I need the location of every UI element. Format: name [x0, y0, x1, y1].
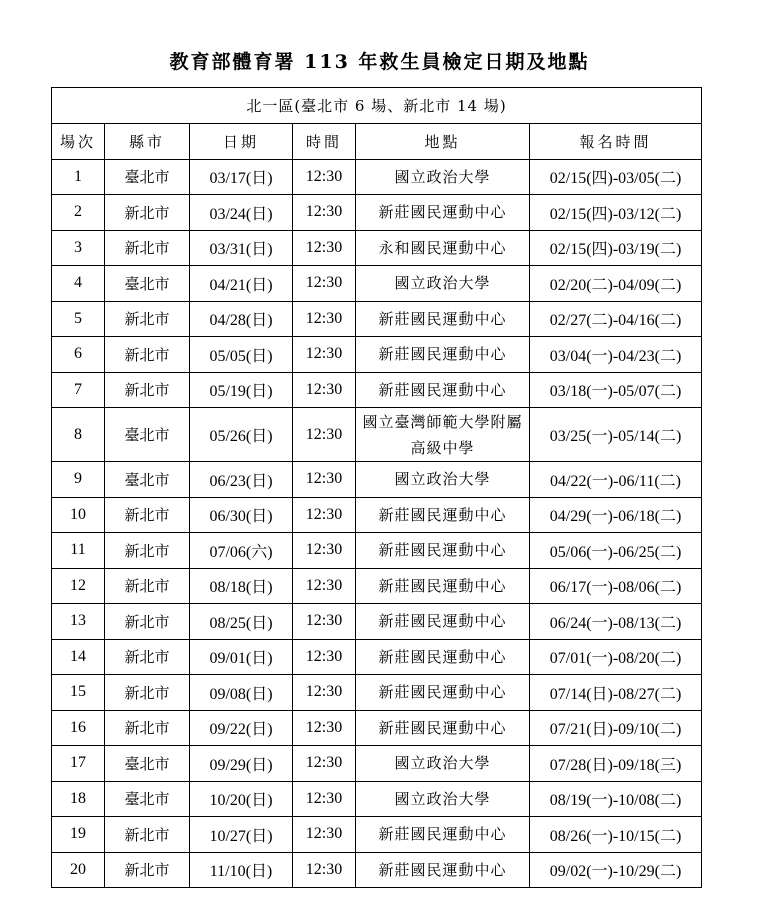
date-cell: 09/01(日): [190, 639, 293, 675]
date-cell: 04/28(日): [190, 301, 293, 337]
date-cell: 09/22(日): [190, 710, 293, 746]
date-cell: 03/31(日): [190, 230, 293, 266]
registration-cell: 02/15(四)-03/12(二): [530, 195, 702, 231]
time-cell: 12:30: [293, 675, 356, 711]
city-cell: 新北市: [105, 533, 190, 569]
table-row: [52, 462, 702, 498]
city-cell: 臺北市: [105, 159, 190, 195]
date-cell: 03/24(日): [190, 195, 293, 231]
registration-cell: 07/21(日)-09/10(二): [530, 710, 702, 746]
registration-cell: 06/24(一)-08/13(二): [530, 604, 702, 640]
registration-cell: 02/15(四)-03/19(二): [530, 230, 702, 266]
registration-cell: 04/22(一)-06/11(二): [530, 462, 702, 498]
time-cell: 12:30: [293, 852, 356, 888]
city-cell: 新北市: [105, 372, 190, 408]
city-cell: 新北市: [105, 852, 190, 888]
time-cell: 12:30: [293, 781, 356, 817]
location-cell: 國立政治大學: [356, 746, 530, 782]
time-cell: 12:30: [293, 195, 356, 231]
city-cell: 新北市: [105, 817, 190, 853]
date-cell: 09/08(日): [190, 675, 293, 711]
table-row: [52, 230, 702, 266]
table-row: [52, 372, 702, 408]
location-cell: 國立政治大學: [356, 159, 530, 195]
city-cell: 新北市: [105, 710, 190, 746]
location-cell: 新莊國民運動中心: [356, 195, 530, 231]
registration-cell: 08/19(一)-10/08(二): [530, 781, 702, 817]
time-cell: 12:30: [293, 568, 356, 604]
date-cell: 04/21(日): [190, 266, 293, 302]
session-number: 19: [52, 817, 105, 853]
date-cell: 11/10(日): [190, 852, 293, 888]
table-row: [52, 675, 702, 711]
session-number: 12: [52, 568, 105, 604]
registration-cell: 07/14(日)-08/27(二): [530, 675, 702, 711]
table-row: [52, 159, 702, 195]
session-number: 9: [52, 462, 105, 498]
location-cell: 新莊國民運動中心: [356, 568, 530, 604]
registration-cell: 03/25(一)-05/14(二): [530, 408, 702, 462]
table-row: [52, 604, 702, 640]
table-row: [52, 746, 702, 782]
schedule-table: [51, 87, 702, 888]
city-cell: 新北市: [105, 604, 190, 640]
location-cell: 國立政治大學: [356, 781, 530, 817]
region-label: 北一區(臺北市 6 場、新北市 14 場): [52, 88, 702, 124]
location-cell: 國立政治大學: [356, 266, 530, 302]
session-number: 3: [52, 230, 105, 266]
session-number: 14: [52, 639, 105, 675]
time-cell: 12:30: [293, 604, 356, 640]
time-cell: 12:30: [293, 746, 356, 782]
session-number: 5: [52, 301, 105, 337]
city-cell: 新北市: [105, 301, 190, 337]
time-cell: 12:30: [293, 408, 356, 462]
city-cell: 臺北市: [105, 266, 190, 302]
location-cell: 新莊國民運動中心: [356, 710, 530, 746]
session-number: 8: [52, 408, 105, 462]
date-cell: 07/06(六): [190, 533, 293, 569]
location-cell: 新莊國民運動中心: [356, 337, 530, 373]
time-cell: 12:30: [293, 266, 356, 302]
city-cell: 臺北市: [105, 746, 190, 782]
session-number: 18: [52, 781, 105, 817]
session-number: 20: [52, 852, 105, 888]
table-row: [52, 337, 702, 373]
table-row: [52, 817, 702, 853]
time-cell: 12:30: [293, 710, 356, 746]
city-cell: 臺北市: [105, 462, 190, 498]
time-cell: 12:30: [293, 337, 356, 373]
time-cell: 12:30: [293, 372, 356, 408]
city-cell: 臺北市: [105, 408, 190, 462]
registration-cell: 02/27(二)-04/16(二): [530, 301, 702, 337]
session-number: 4: [52, 266, 105, 302]
registration-cell: 06/17(一)-08/06(二): [530, 568, 702, 604]
city-cell: 新北市: [105, 195, 190, 231]
date-cell: 06/30(日): [190, 497, 293, 533]
time-cell: 12:30: [293, 639, 356, 675]
date-cell: 03/17(日): [190, 159, 293, 195]
table-row: [52, 639, 702, 675]
session-number: 7: [52, 372, 105, 408]
table-row: [52, 852, 702, 888]
session-number: 17: [52, 746, 105, 782]
header-row: [52, 124, 702, 160]
location-cell: 新莊國民運動中心: [356, 533, 530, 569]
registration-cell: 07/28(日)-09/18(三): [530, 746, 702, 782]
table-row: [52, 497, 702, 533]
registration-cell: 08/26(一)-10/15(二): [530, 817, 702, 853]
region-row: [52, 88, 702, 124]
header-session: 場次: [52, 124, 105, 160]
location-cell: 新莊國民運動中心: [356, 604, 530, 640]
registration-cell: 04/29(一)-06/18(二): [530, 497, 702, 533]
location-cell: 永和國民運動中心: [356, 230, 530, 266]
registration-cell: 05/06(一)-06/25(二): [530, 533, 702, 569]
session-number: 6: [52, 337, 105, 373]
location-cell: 新莊國民運動中心: [356, 852, 530, 888]
header-time: 時間: [293, 124, 356, 160]
session-number: 13: [52, 604, 105, 640]
date-cell: 06/23(日): [190, 462, 293, 498]
time-cell: 12:30: [293, 817, 356, 853]
header-date: 日期: [190, 124, 293, 160]
registration-cell: 02/15(四)-03/05(二): [530, 159, 702, 195]
time-cell: 12:30: [293, 462, 356, 498]
city-cell: 臺北市: [105, 781, 190, 817]
city-cell: 新北市: [105, 639, 190, 675]
time-cell: 12:30: [293, 497, 356, 533]
date-cell: 09/29(日): [190, 746, 293, 782]
registration-cell: 07/01(一)-08/20(二): [530, 639, 702, 675]
table-row: [52, 408, 702, 462]
location-cell: 新莊國民運動中心: [356, 675, 530, 711]
registration-cell: 02/20(二)-04/09(二): [530, 266, 702, 302]
date-cell: 05/05(日): [190, 337, 293, 373]
date-cell: 05/19(日): [190, 372, 293, 408]
table-row: [52, 301, 702, 337]
table-row: [52, 568, 702, 604]
location-cell: 新莊國民運動中心: [356, 301, 530, 337]
city-cell: 新北市: [105, 568, 190, 604]
table-row: [52, 195, 702, 231]
city-cell: 新北市: [105, 497, 190, 533]
table-row: [52, 266, 702, 302]
time-cell: 12:30: [293, 230, 356, 266]
city-cell: 新北市: [105, 230, 190, 266]
header-registration: 報名時間: [530, 124, 702, 160]
location-cell: 新莊國民運動中心: [356, 372, 530, 408]
date-cell: 10/27(日): [190, 817, 293, 853]
location-cell: 國立政治大學: [356, 462, 530, 498]
header-location: 地點: [356, 124, 530, 160]
session-number: 11: [52, 533, 105, 569]
registration-cell: 03/04(一)-04/23(二): [530, 337, 702, 373]
table-row: [52, 710, 702, 746]
table-row: [52, 781, 702, 817]
date-cell: 08/18(日): [190, 568, 293, 604]
registration-cell: 09/02(一)-10/29(二): [530, 852, 702, 888]
time-cell: 12:30: [293, 301, 356, 337]
date-cell: 05/26(日): [190, 408, 293, 462]
table-row: [52, 533, 702, 569]
session-number: 1: [52, 159, 105, 195]
session-number: 16: [52, 710, 105, 746]
session-number: 2: [52, 195, 105, 231]
location-cell: 新莊國民運動中心: [356, 497, 530, 533]
date-cell: 08/25(日): [190, 604, 293, 640]
location-cell: 國立臺灣師範大學附屬高級中學: [356, 408, 530, 462]
table-body: [52, 159, 702, 888]
date-cell: 10/20(日): [190, 781, 293, 817]
session-number: 10: [52, 497, 105, 533]
time-cell: 12:30: [293, 533, 356, 569]
location-cell: 新莊國民運動中心: [356, 817, 530, 853]
session-number: 15: [52, 675, 105, 711]
header-city: 縣市: [105, 124, 190, 160]
registration-cell: 03/18(一)-05/07(二): [530, 372, 702, 408]
time-cell: 12:30: [293, 159, 356, 195]
city-cell: 新北市: [105, 675, 190, 711]
location-cell: 新莊國民運動中心: [356, 639, 530, 675]
document-title: 教育部體育署 113 年救生員檢定日期及地點: [169, 51, 590, 73]
city-cell: 新北市: [105, 337, 190, 373]
